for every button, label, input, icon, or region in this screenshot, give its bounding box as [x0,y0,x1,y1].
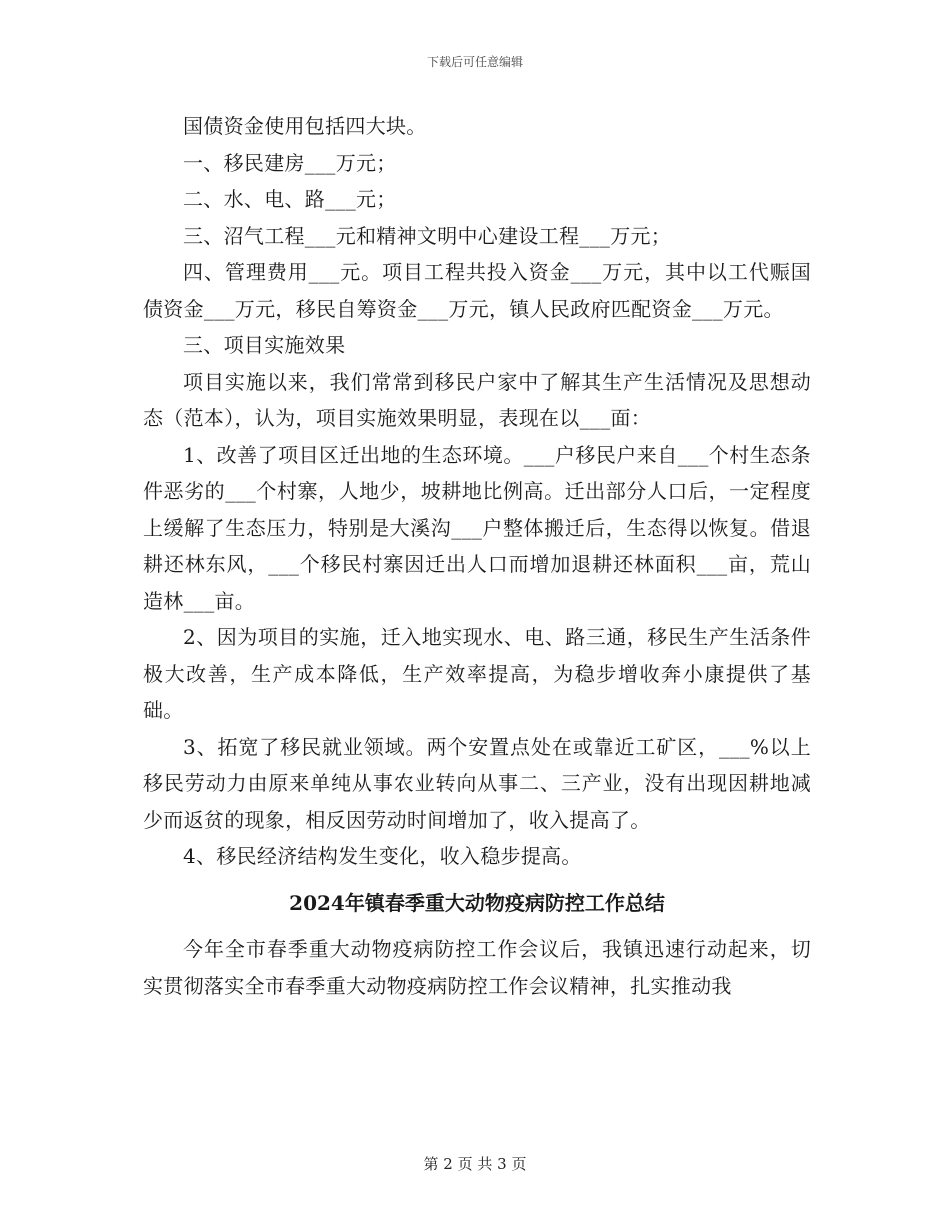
paragraph: 1、改善了项目区迁出地的生态环境。___户移民户来自___个村生态条件恶劣的___个村寨，人地少，坡耕地比例高。迁出部分人口后，一定程度上缓解了生态压力，特别是大溪沟___户整体搬迁后，生态得以恢复。借退耕还林东风，___个移民村寨因迁出人口而增加退耕还林面积___亩，荒山造林___亩。 [143,442,811,613]
section-title: 2024年镇春季重大动物疫病防控工作总结 [289,890,665,915]
paragraph: 国债资金使用包括四大块。 [183,114,427,138]
paragraph: 今年全市春季重大动物疫病防控工作会议后，我镇迅速行动起来，切实贯彻落实全市春季重大动物疫病防控工作会议精神，扎实推动我 [143,937,811,998]
paragraph: 2、因为项目的实施，迁入地实现水、电、路三通，移民生产生活条件极大改善，生产成本降低，生产效率提高，为稳步增收奔小康提供了基础。 [143,625,811,722]
paragraph: 二、水、电、路___元； [183,187,397,211]
paragraph: 三、项目实施效果 [183,333,346,357]
document-body [143,108,811,1004]
page-header-note: 下载后可任意编辑 [426,55,523,69]
paragraph: 一、移民建房___万元； [183,150,397,175]
paragraph: 3、拓宽了移民就业领域。两个安置点处在或靠近工矿区，___%以上移民劳动力由原来单纯从事农业转向从事二、三产业，没有出现因耕地减少而返贫的现象，相反因劳动时间增加了，收入提高了。 [143,734,811,832]
paragraph: 三、沼气工程___元和精神文明中心建设工程___万元； [183,223,672,248]
paragraph: 4、移民经济结构发生变化，收入稳步提高。 [183,844,582,868]
page-footer-number: 第 2 页 共 3 页 [423,1155,527,1173]
paragraph: 四、管理费用___元。项目工程共投入资金___万元，其中以工代赈国债资金___万元，移民自筹资金___万元，镇人民政府匹配资金___万元。 [143,260,811,321]
paragraph: 项目实施以来，我们常常到移民户家中了解其生产生活情况及思想动态（范本），认为，项目实施效果明显，表现在以___面： [143,369,811,430]
